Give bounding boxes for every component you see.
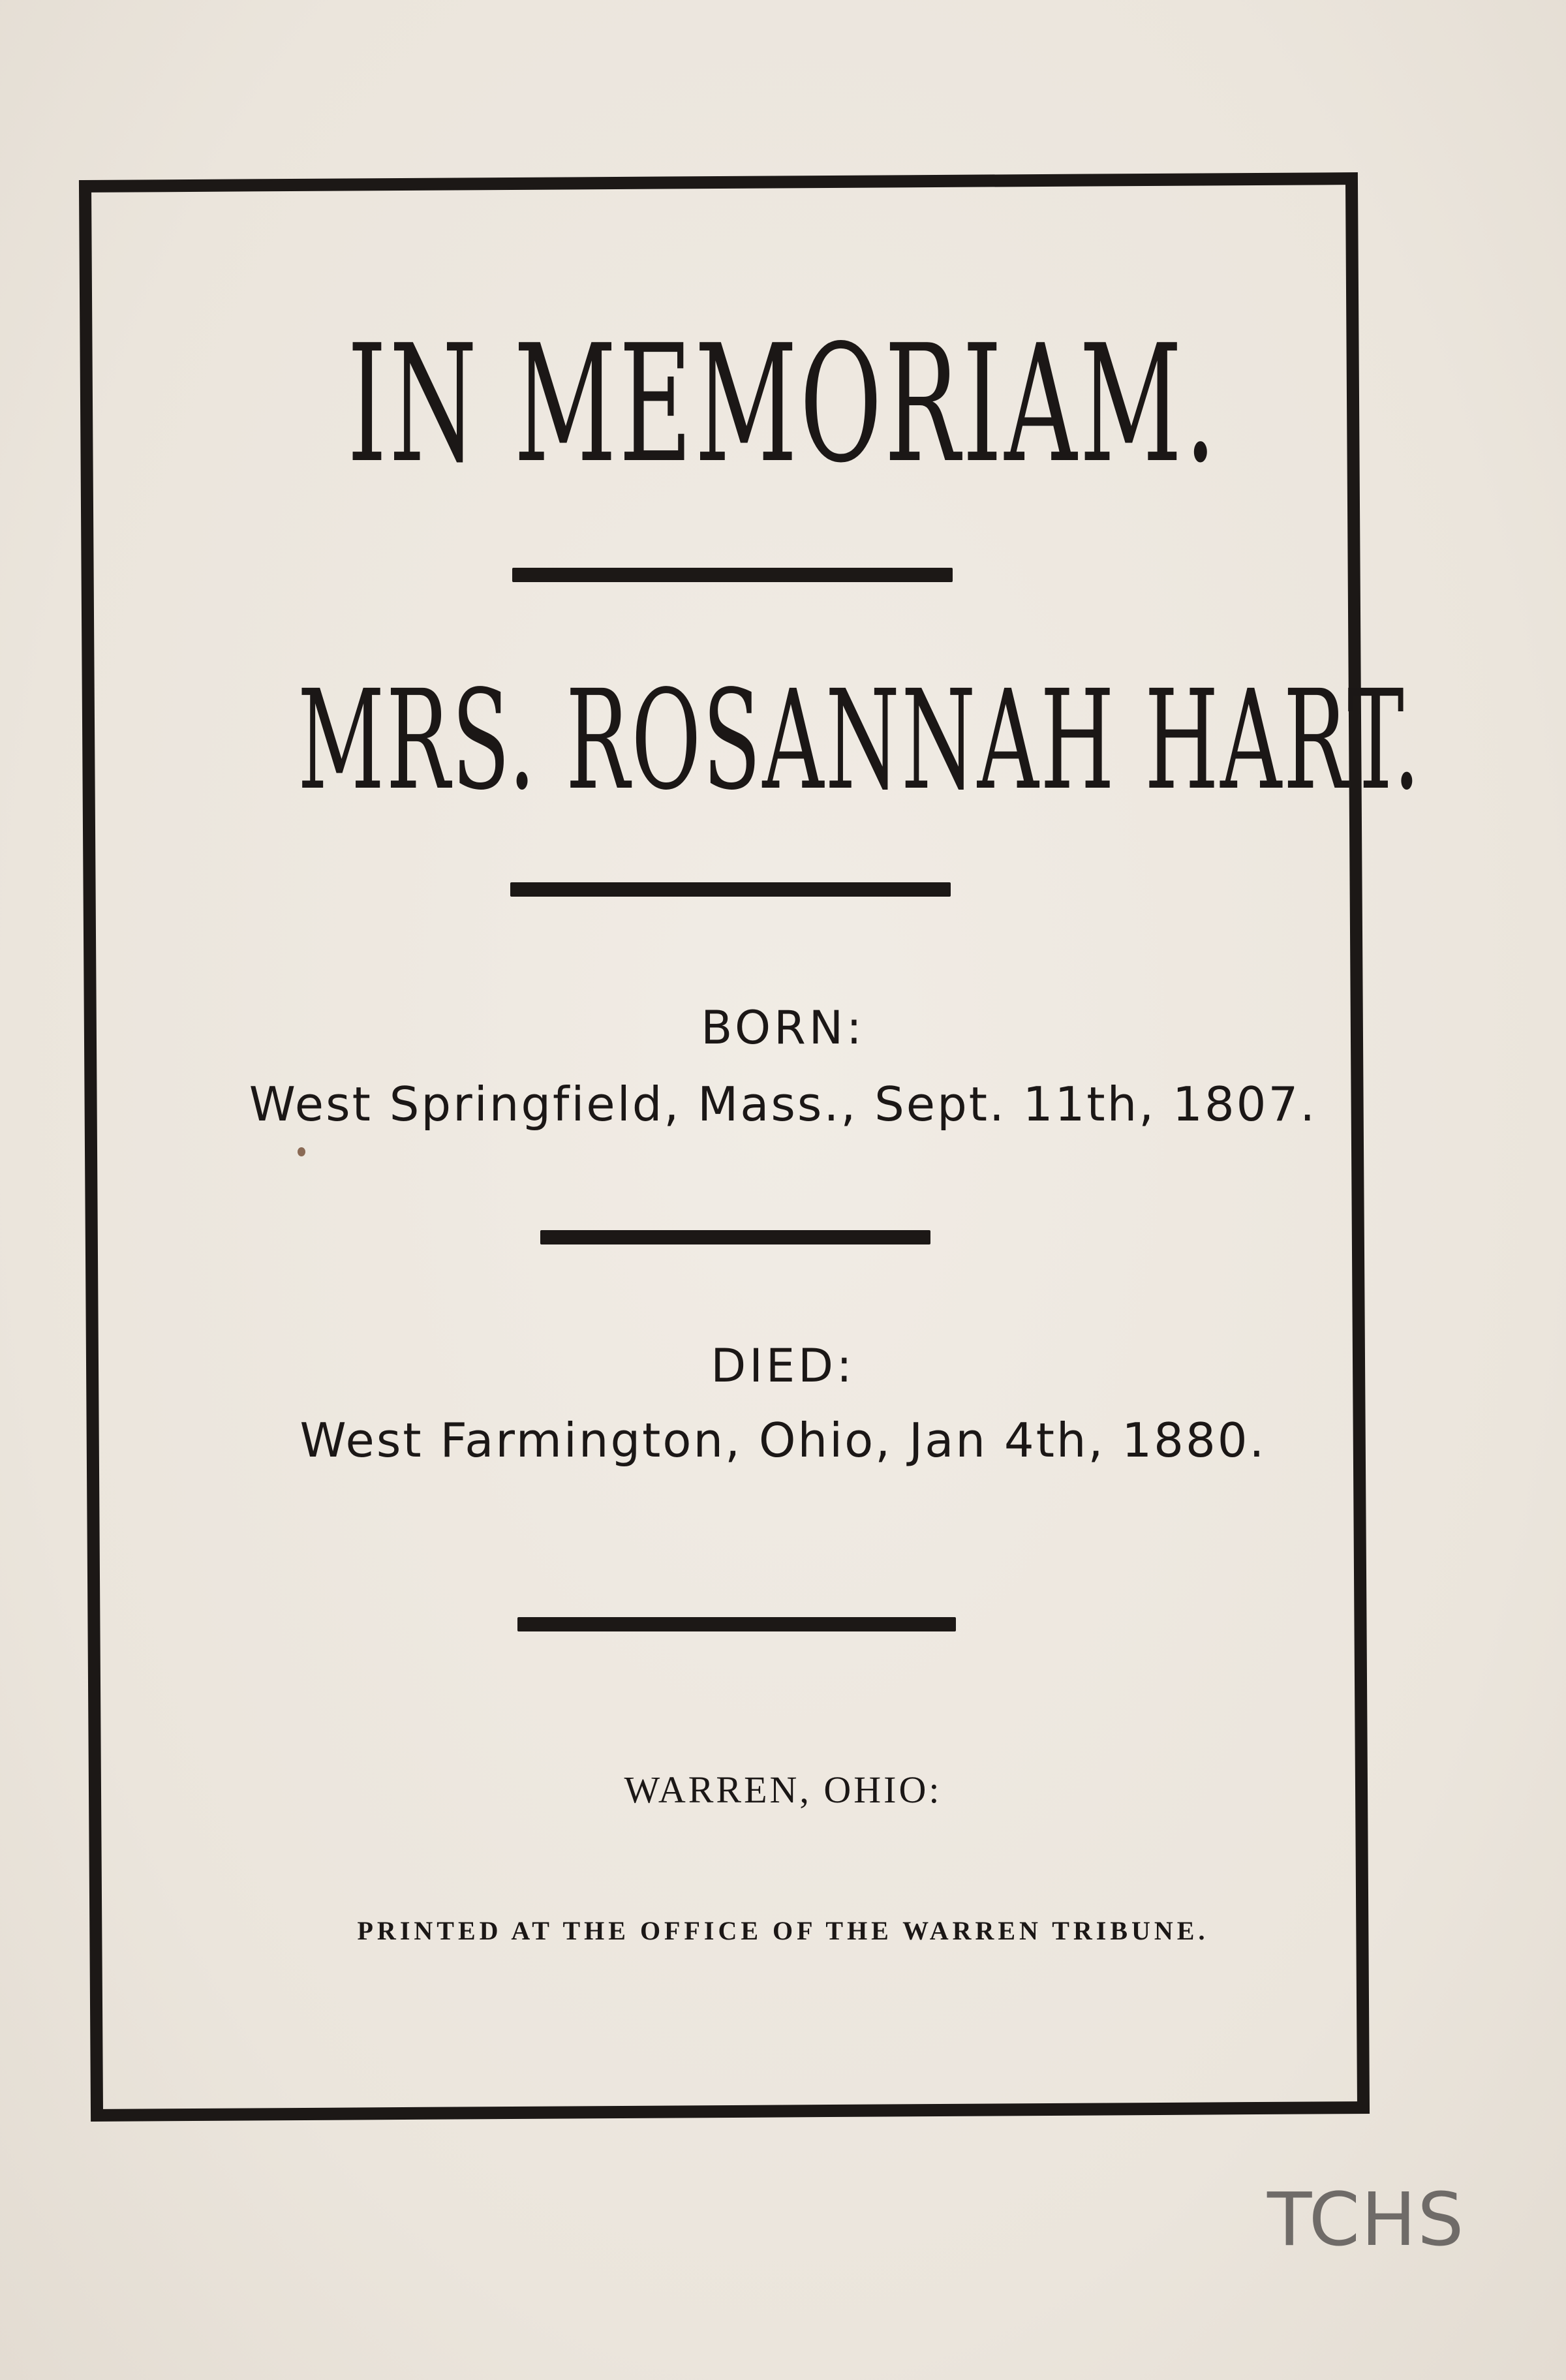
born-label: BORN: [701, 1001, 865, 1055]
divider-rule-1 [512, 568, 953, 582]
divider-rule-2 [510, 882, 951, 897]
born-detail: West Springfield, Mass., Sept. 11th, 1807. [249, 1077, 1317, 1132]
died-detail: West Farmington, Ohio, Jan 4th, 1880. [299, 1413, 1267, 1468]
tchs-watermark: TCHS [1267, 2178, 1466, 2263]
divider-rule-3 [540, 1230, 930, 1244]
publication-place: WARREN, OHIO: [624, 1769, 942, 1811]
deceased-name: MRS. ROSANNAH HART. [298, 660, 1422, 820]
printer-line: PRINTED AT THE OFFICE OF THE WARREN TRIBUNE. [357, 1916, 1209, 1945]
divider-rule-4 [517, 1617, 956, 1631]
died-label: DIED: [711, 1339, 855, 1393]
paper-speck [298, 1147, 305, 1156]
memorial-title: IN MEMORIAM. [347, 311, 1219, 499]
